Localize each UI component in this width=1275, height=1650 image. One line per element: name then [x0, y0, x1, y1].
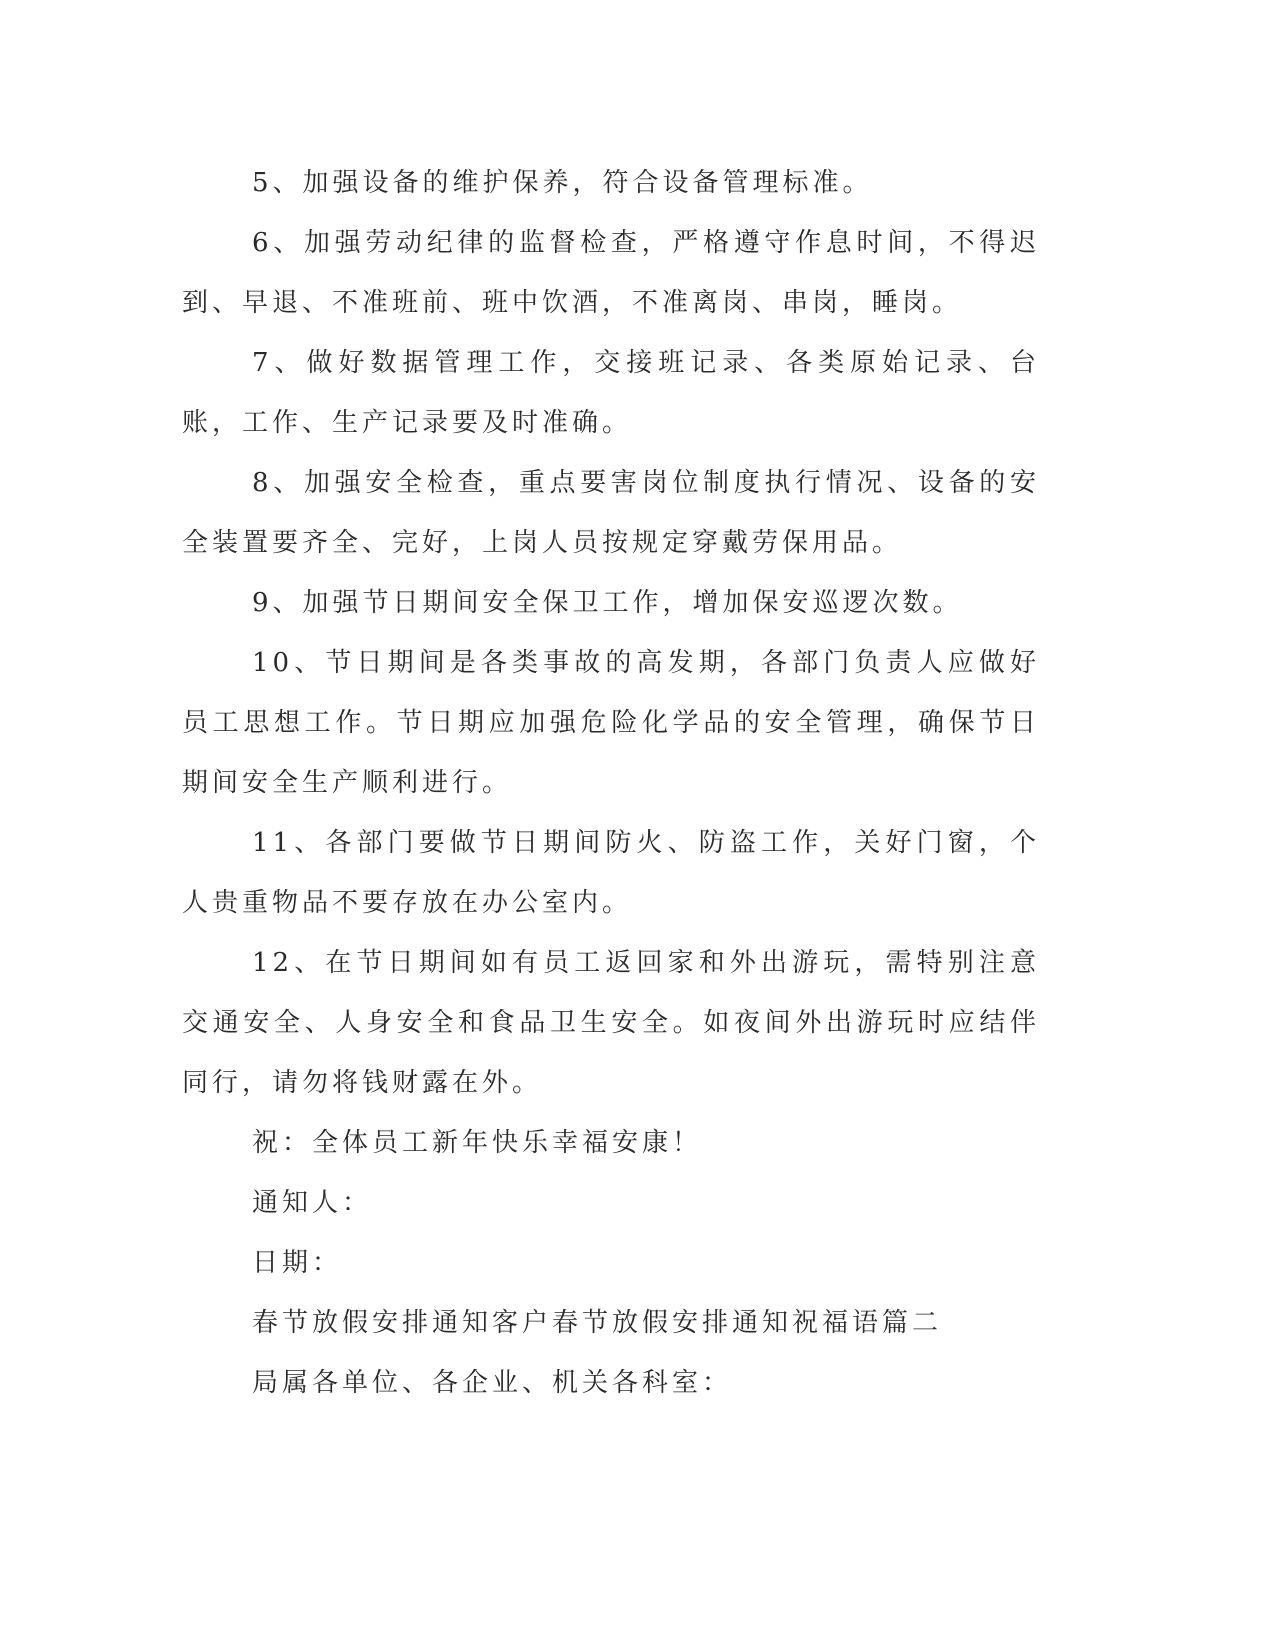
notifier-line: 通知人：	[252, 1188, 373, 1218]
item-7-paragraph: 7、做好数据管理工作，交接班记录、各类原始记录、台账，工作、生产记录要及时准确。	[182, 348, 1040, 438]
document-body	[182, 153, 1040, 1413]
date-line: 日期：	[252, 1248, 343, 1278]
item-8-paragraph: 8、加强安全检查，重点要害岗位制度执行情况、设备的安全装置要齐全、完好，上岗人员按规定穿戴劳保用品。	[182, 468, 1040, 558]
greeting-line: 祝：全体员工新年快乐幸福安康！	[252, 1128, 703, 1158]
item-11-paragraph: 11、各部门要做节日期间防火、防盗工作，关好门窗，个人贵重物品不要存放在办公室内。	[182, 828, 1040, 918]
item-6-paragraph: 6、加强劳动纪律的监督检查，严格遵守作息时间，不得迟到、早退、不准班前、班中饮酒，不准离岗、串岗，睡岗。	[182, 228, 1040, 318]
item-12-paragraph: 12、在节日期间如有员工返回家和外出游玩，需特别注意交通安全、人身安全和食品卫生安全。如夜间外出游玩时应结伴同行，请勿将钱财露在外。	[182, 948, 1040, 1098]
item-10-paragraph: 10、节日期间是各类事故的高发期，各部门负责人应做好员工思想工作。节日期应加强危险化学品的安全管理，确保节日期间安全生产顺利进行。	[182, 648, 1040, 798]
item-9-paragraph: 9、加强节日期间安全保卫工作，增加保安巡逻次数。	[252, 588, 963, 618]
addressee-line: 局属各单位、各企业、机关各科室：	[252, 1368, 733, 1398]
section-heading: 春节放假安排通知客户春节放假安排通知祝福语篇二	[252, 1308, 943, 1338]
item-5-paragraph: 5、加强设备的维护保养，符合设备管理标准。	[252, 168, 873, 198]
